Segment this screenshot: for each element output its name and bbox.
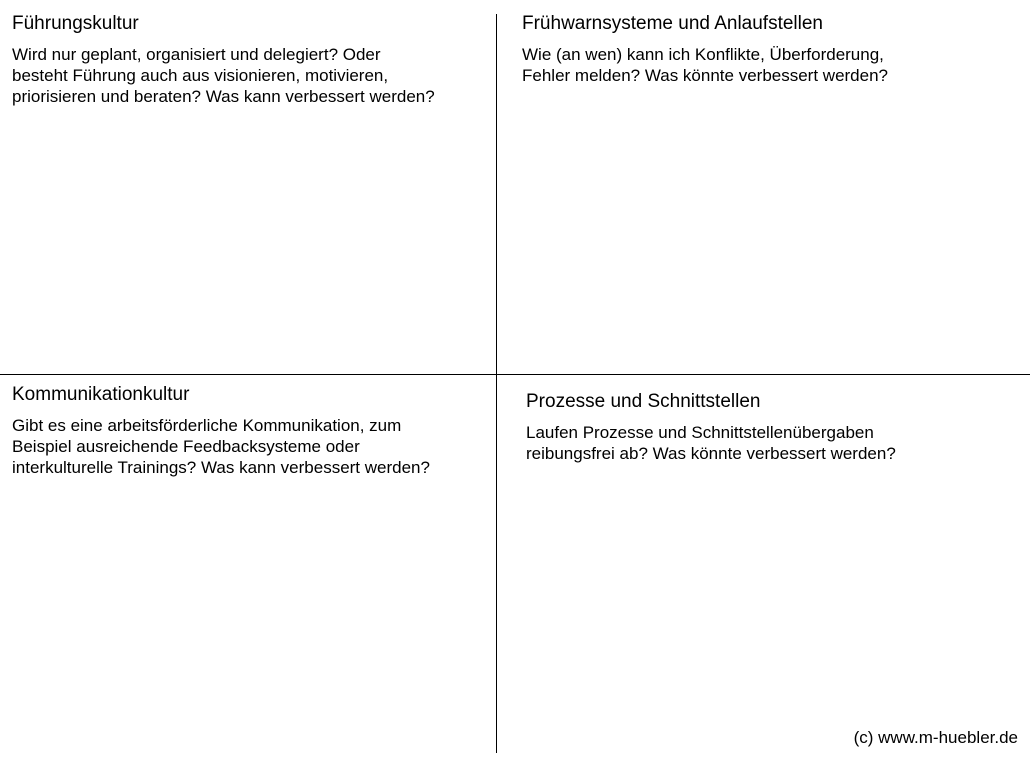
quadrant-fruehwarnsysteme: [522, 13, 888, 86]
description-line: priorisieren und beraten? Was kann verbessert werden?: [12, 87, 435, 106]
description-line: besteht Führung auch aus visionieren, motivieren,: [12, 66, 389, 85]
description-line: Gibt es eine arbeitsförderliche Kommunikation, zum: [12, 416, 402, 435]
quadrant-prozesse-schnittstellen: [526, 391, 896, 464]
quadrant-title: Prozesse und Schnittstellen: [526, 391, 761, 412]
description-line: Wird nur geplant, organisiert und delegiert? Oder: [12, 45, 381, 64]
quadrant-description: [12, 415, 430, 478]
quadrant-description: [526, 422, 896, 464]
copyright-notice: (c) www.m-huebler.de: [853, 728, 1018, 747]
quadrant-title: Frühwarnsysteme und Anlaufstellen: [522, 13, 823, 34]
description-line: interkulturelle Trainings? Was kann verbessert werden?: [12, 458, 430, 477]
description-line: Fehler melden? Was könnte verbessert werden?: [522, 66, 888, 85]
quadrant-title: Kommunikationkultur: [12, 384, 190, 405]
quadrant-fuehrungskultur: [12, 13, 435, 107]
quadrant-description: [522, 44, 888, 86]
quadrant-kommunikationkultur: [12, 384, 430, 478]
horizontal-divider: [0, 374, 1030, 375]
description-line: Laufen Prozesse und Schnittstellenübergaben: [526, 423, 874, 442]
quadrant-title: Führungskultur: [12, 13, 139, 34]
quadrant-description: [12, 44, 435, 107]
description-line: Beispiel ausreichende Feedbacksysteme oder: [12, 437, 360, 456]
description-line: reibungsfrei ab? Was könnte verbessert werden?: [526, 444, 896, 463]
description-line: Wie (an wen) kann ich Konflikte, Überforderung,: [522, 45, 884, 64]
vertical-divider: [496, 14, 497, 753]
